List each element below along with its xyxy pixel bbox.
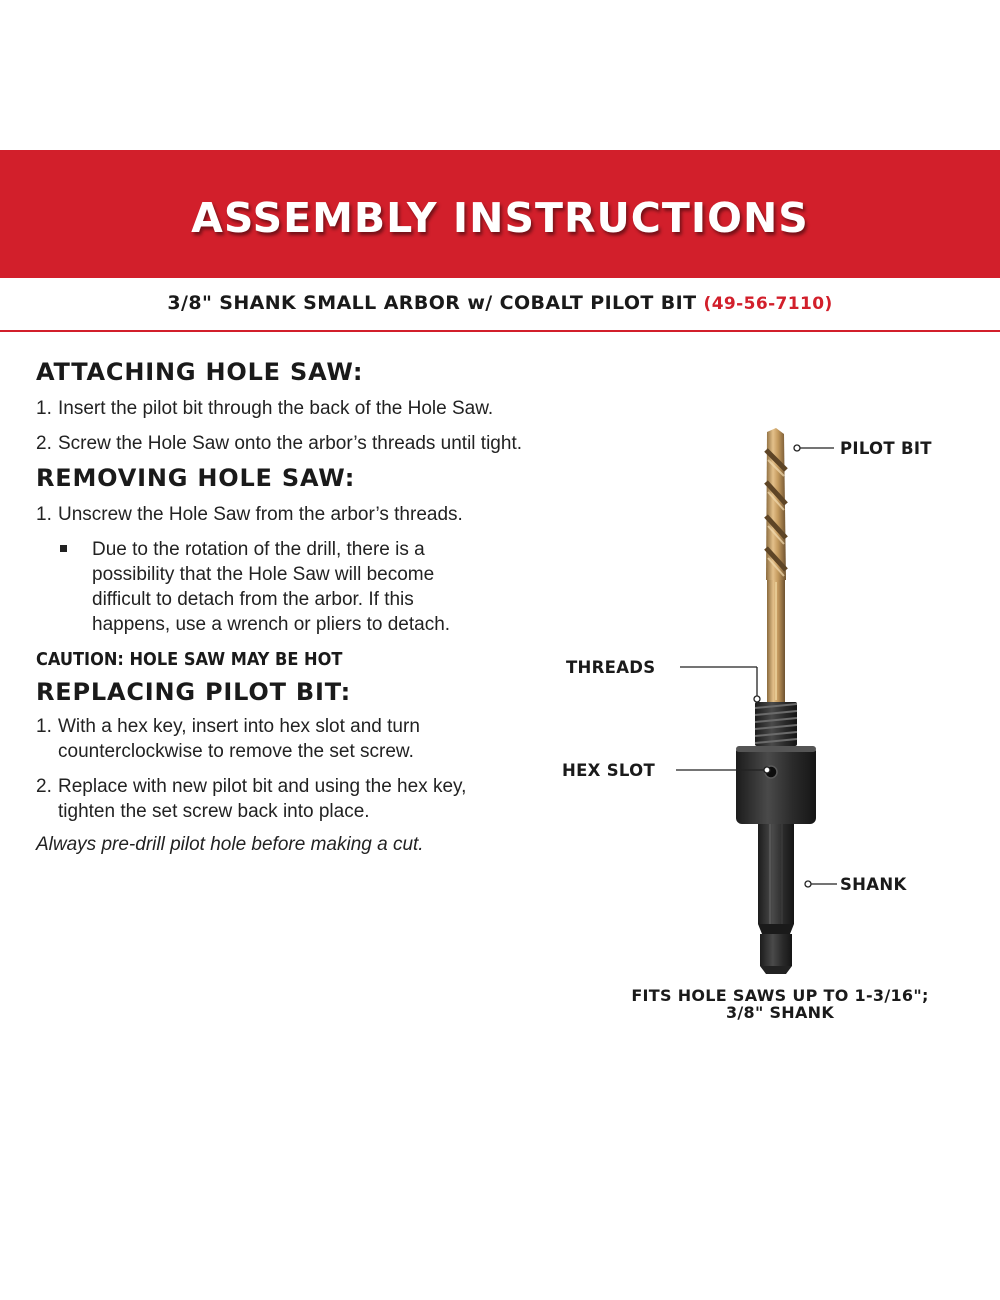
threads (755, 702, 797, 746)
collar-body (736, 746, 816, 824)
collar-top-edge (736, 746, 816, 752)
section-heading-replacing: REPLACING PILOT BIT: (36, 678, 351, 706)
product-name: 3/8" SHANK SMALL ARBOR w/ COBALT PILOT BIT (167, 292, 697, 314)
label-hex-slot: HEX SLOT (562, 761, 656, 780)
arbor-illustration (550, 420, 1000, 980)
hex-shank (758, 824, 794, 974)
bullet-square-icon (60, 545, 67, 552)
list-item: 2. Screw the Hole Saw onto the arbor’s threads until tight. (36, 433, 522, 454)
shank-groove (758, 924, 794, 934)
arbor-collar (736, 746, 816, 824)
shank-tip (760, 934, 792, 966)
section-heading-removing: REMOVING HOLE SAW: (36, 464, 356, 492)
fit-spec-line-1: FITS HOLE SAWS UP TO 1-3/16"; (631, 986, 929, 1005)
list-item: 2. Replace with new pilot bit and using the hex key, tighten the set screw back into place. (36, 776, 467, 822)
product-subtitle (0, 292, 1000, 314)
label-threads: THREADS (566, 658, 656, 677)
fit-specification (560, 987, 1000, 1021)
list-item: 1. Insert the pilot bit through the back of the Hole Saw. (36, 398, 494, 419)
label-shank: SHANK (840, 875, 907, 894)
bullet-note: Due to the rotation of the drill, there is a possibility that the Hole Saw will become difficult to detach from the arbor. If this happens, use a wrench or pliers to detach. (36, 537, 482, 637)
shank-body (758, 824, 794, 924)
pilot-bit (766, 428, 786, 702)
fit-spec-line-2: 3/8" SHANK (725, 1003, 835, 1022)
list-item: 1. Unscrew the Hole Saw from the arbor’s threads. (36, 504, 463, 525)
shank-chamfer (760, 966, 792, 974)
divider (0, 330, 1000, 332)
section-heading-attaching: ATTACHING HOLE SAW: (36, 358, 364, 386)
pre-drill-note: Always pre-drill pilot hole before making a cut. (36, 834, 424, 855)
list-item: 1. With a hex key, insert into hex slot and turn counterclockwise to remove the set screw. (36, 716, 420, 762)
part-number: (49-56-7110) (703, 294, 833, 314)
title-banner (0, 150, 1000, 278)
caution-text: CAUTION: HOLE SAW MAY BE HOT (36, 649, 343, 670)
page-title: ASSEMBLY INSTRUCTIONS (191, 194, 809, 242)
instructions-column (36, 356, 576, 857)
arbor-diagram (550, 420, 1000, 980)
label-pilot-bit: PILOT BIT (840, 439, 932, 458)
